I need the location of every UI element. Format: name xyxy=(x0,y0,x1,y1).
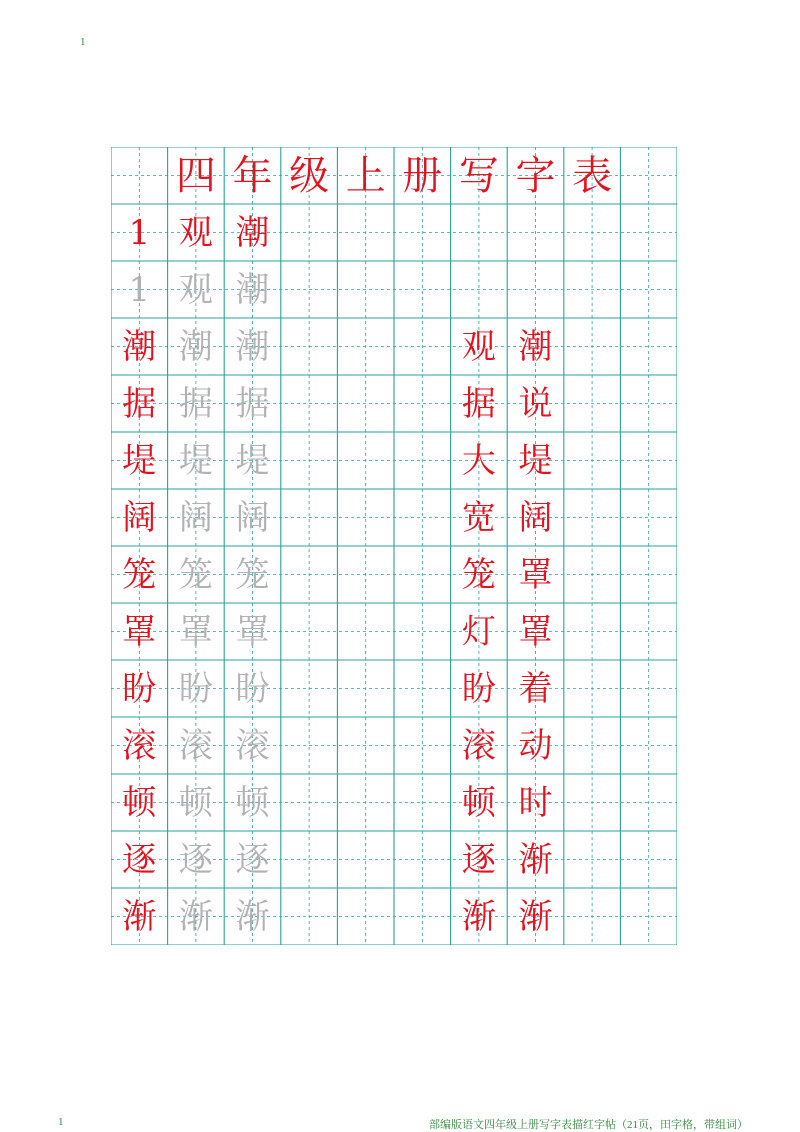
title-char: 写 xyxy=(458,152,499,199)
practice-char-trace: 顿 xyxy=(235,782,270,823)
practice-char-trace: 渐 xyxy=(178,896,213,937)
word-char: 阔 xyxy=(518,497,553,538)
practice-char: 笼 xyxy=(122,554,157,595)
practice-char: 渐 xyxy=(122,896,157,937)
practice-char-trace: 阔 xyxy=(178,497,213,538)
word-char: 潮 xyxy=(518,326,553,367)
word-char: 滚 xyxy=(461,725,496,766)
practice-char: 堤 xyxy=(122,440,157,481)
practice-char-trace: 堤 xyxy=(178,440,213,481)
practice-char: 据 xyxy=(122,383,157,424)
word-char: 罩 xyxy=(518,554,553,595)
lesson-char: 潮 xyxy=(235,212,270,253)
grid-cells xyxy=(111,147,677,945)
practice-char-trace: 罩 xyxy=(235,611,270,652)
practice-char-trace: 罩 xyxy=(178,611,213,652)
word-char: 顿 xyxy=(461,782,496,823)
practice-char: 逐 xyxy=(122,839,157,880)
practice-char: 罩 xyxy=(122,611,157,652)
word-char: 罩 xyxy=(518,611,553,652)
word-char: 说 xyxy=(518,383,553,424)
word-char: 盼 xyxy=(461,668,496,709)
lesson-char-trace: 观 xyxy=(178,269,213,310)
lesson-number-trace: 1 xyxy=(128,269,151,310)
word-char: 大 xyxy=(461,440,496,481)
lesson-char-trace: 潮 xyxy=(235,269,270,310)
practice-char-trace: 潮 xyxy=(178,326,213,367)
word-char: 观 xyxy=(461,326,496,367)
practice-char-trace: 盼 xyxy=(178,668,213,709)
lesson-char: 观 xyxy=(178,212,213,253)
practice-char-trace: 滚 xyxy=(235,725,270,766)
practice-char-trace: 堤 xyxy=(235,440,270,481)
word-char: 时 xyxy=(518,782,553,823)
title-char: 册 xyxy=(402,152,443,199)
word-char: 着 xyxy=(518,668,553,709)
practice-char-trace: 阔 xyxy=(235,497,270,538)
practice-char-trace: 笼 xyxy=(178,554,213,595)
word-char: 渐 xyxy=(518,896,553,937)
practice-char: 顿 xyxy=(122,782,157,823)
practice-char-trace: 据 xyxy=(235,383,270,424)
word-char: 动 xyxy=(518,725,553,766)
practice-char-trace: 盼 xyxy=(235,668,270,709)
practice-char-trace: 逐 xyxy=(235,839,270,880)
word-char: 逐 xyxy=(461,839,496,880)
practice-char: 阔 xyxy=(122,497,157,538)
footer-title: 部编版语文四年级上册写字表描红字帖（21页，田字格，带组词） xyxy=(429,1119,748,1131)
title-char: 字 xyxy=(515,152,556,199)
practice-char: 潮 xyxy=(122,326,157,367)
lesson-number: 1 xyxy=(128,212,151,253)
practice-char-trace: 渐 xyxy=(235,896,270,937)
word-char: 据 xyxy=(461,383,496,424)
word-char: 渐 xyxy=(461,896,496,937)
title-char: 年 xyxy=(232,152,273,199)
tianzige-grid xyxy=(111,147,677,945)
word-char: 笼 xyxy=(461,554,496,595)
practice-char-trace: 逐 xyxy=(178,839,213,880)
practice-char-trace: 滚 xyxy=(178,725,213,766)
title-char: 表 xyxy=(572,152,613,199)
practice-char: 滚 xyxy=(122,725,157,766)
practice-char-trace: 潮 xyxy=(235,326,270,367)
practice-char: 盼 xyxy=(122,668,157,709)
title-char: 上 xyxy=(345,152,386,199)
word-char: 灯 xyxy=(461,611,496,652)
word-char: 渐 xyxy=(518,839,553,880)
practice-char-trace: 据 xyxy=(178,383,213,424)
word-char: 宽 xyxy=(461,497,496,538)
page-number-top: 1 xyxy=(80,36,86,48)
practice-char-trace: 顿 xyxy=(178,782,213,823)
practice-char-trace: 笼 xyxy=(235,554,270,595)
footer-page-number: 1 xyxy=(58,1116,64,1128)
word-char: 堤 xyxy=(518,440,553,481)
title-char: 级 xyxy=(289,152,330,199)
title-char: 四 xyxy=(175,152,216,199)
